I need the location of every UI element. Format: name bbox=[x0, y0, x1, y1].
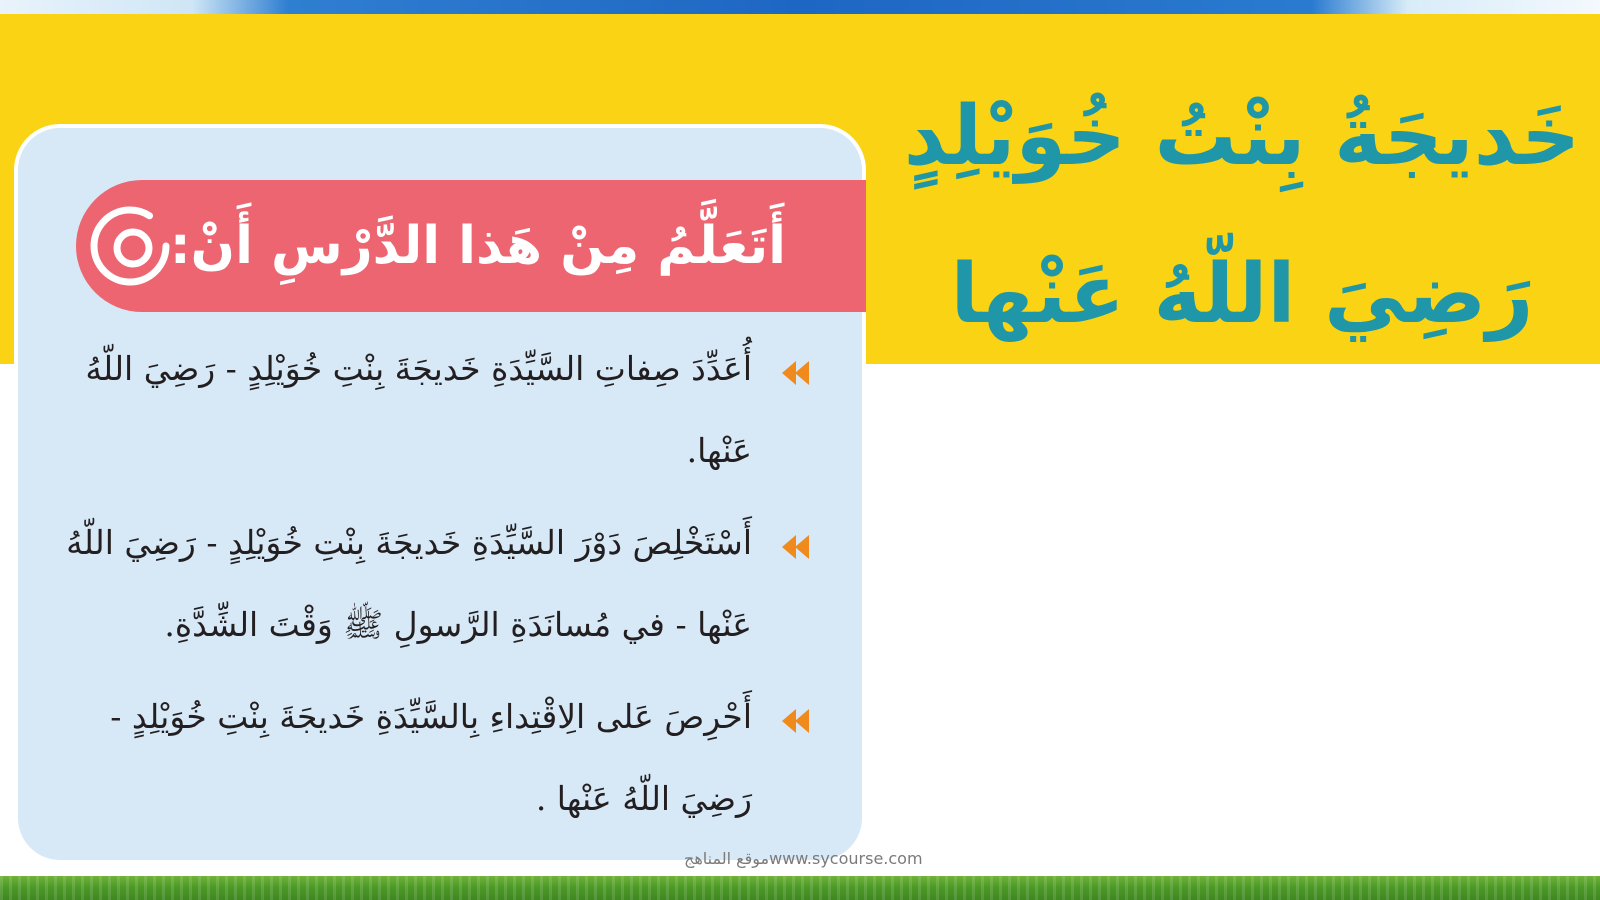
sky-background-strip bbox=[0, 0, 1600, 14]
double-chevron-left-icon bbox=[780, 706, 810, 736]
lesson-title-line-2: رَضِيَ اللّهُ عَنْها bbox=[950, 247, 1534, 342]
grass-background-strip bbox=[0, 876, 1600, 900]
list-item bbox=[36, 676, 816, 840]
lesson-title bbox=[902, 58, 1582, 374]
double-chevron-left-icon bbox=[780, 358, 810, 388]
site-watermark: موقع المناهجwww.sycourse.com bbox=[684, 849, 923, 868]
objectives-list bbox=[36, 328, 816, 850]
objective-text: أَحْرِصَ عَلى الِاقْتِداءِ بِالسَّيِّدَةِ خَديجَةَ بِنْتِ خُوَيْلِدٍ - رَضِيَ اللّهُ عَنْها . bbox=[110, 697, 752, 818]
objectives-heading-banner bbox=[76, 180, 866, 312]
objective-text: أُعَدِّدَ صِفاتِ السَّيِّدَةِ خَديجَةَ بِنْتِ خُوَيْلِدٍ - رَضِيَ اللّهُ عَنْها. bbox=[85, 349, 752, 470]
objectives-panel bbox=[14, 124, 866, 864]
list-item bbox=[36, 328, 816, 492]
objective-text: أَسْتَخْلِصَ دَوْرَ السَّيِّدَةِ خَديجَةَ بِنْتِ خُوَيْلِدٍ - رَضِيَ اللّهُ عَنْها - في مُسانَدَةِ الرَّسولِ ﷺ وَقْتَ الشِّدَّةِ. bbox=[66, 523, 752, 644]
objectives-heading: أَتَعَلَّمُ مِنْ هَذا الدَّرْسِ أَنْ: bbox=[169, 216, 786, 276]
double-chevron-left-icon bbox=[780, 532, 810, 562]
list-item bbox=[36, 502, 816, 666]
swirl-icon bbox=[88, 204, 172, 288]
lesson-title-line-1: خَديجَةُ بِنْتُ خُوَيْلِدٍ bbox=[903, 89, 1581, 184]
